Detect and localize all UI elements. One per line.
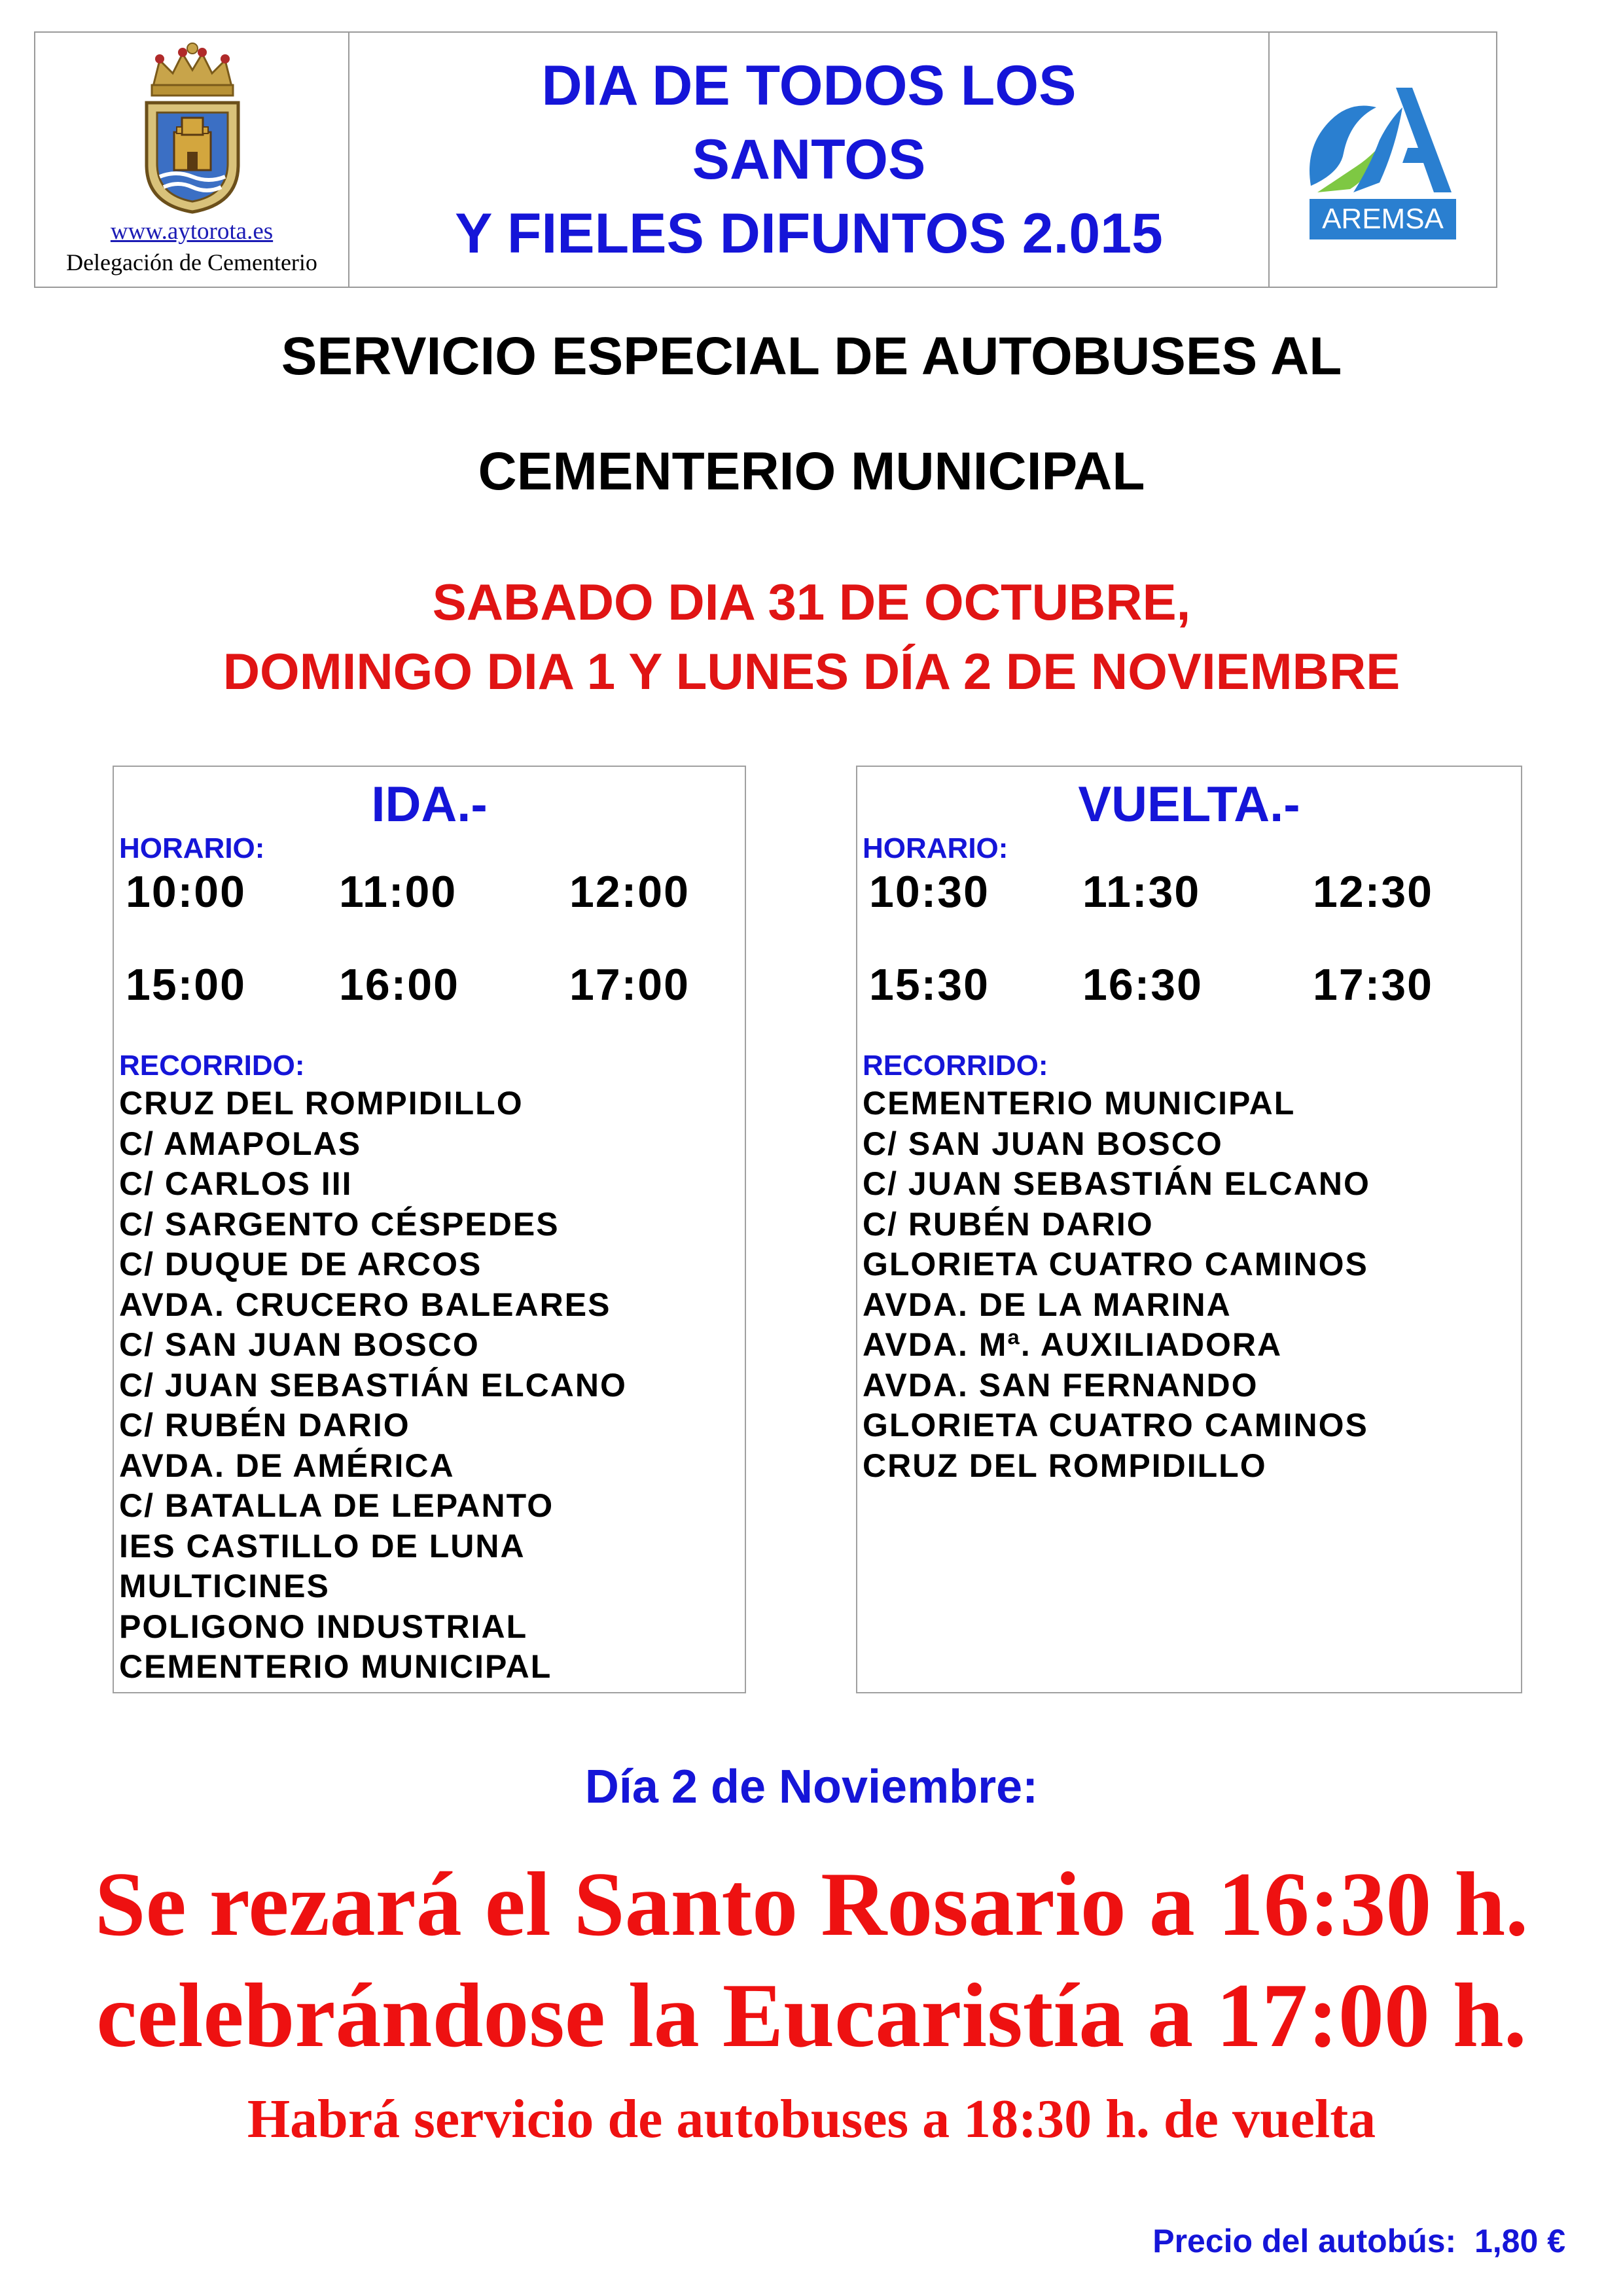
vuelta-schedule-label: HORARIO: bbox=[863, 832, 1008, 864]
list-item: AVDA. DE AMÉRICA bbox=[119, 1447, 455, 1484]
ida-time: 15:00 bbox=[126, 960, 246, 1010]
header-title-cell bbox=[349, 33, 1270, 287]
list-item: AVDA. CRUCERO BALEARES bbox=[119, 1286, 611, 1323]
list-item: POLIGONO INDUSTRIAL bbox=[119, 1608, 528, 1645]
list-item: CRUZ DEL ROMPIDILLO bbox=[119, 1085, 524, 1122]
main-title bbox=[455, 49, 1163, 271]
mass-notice: celebrándose la Eucaristía a 17:00 h. bbox=[96, 1965, 1527, 2066]
list-item: GLORIETA CUATRO CAMINOS bbox=[863, 1246, 1368, 1282]
list-item: CEMENTERIO MUNICIPAL bbox=[119, 1648, 552, 1685]
vuelta-time: 16:30 bbox=[1082, 960, 1203, 1010]
notice-day: Día 2 de Noviembre: bbox=[584, 1761, 1039, 1813]
list-item: C/ JUAN SEBASTIÁN ELCANO bbox=[863, 1165, 1370, 1202]
list-item: MULTICINES bbox=[119, 1568, 330, 1604]
bus-price: Precio del autobús: 1,80 € bbox=[1152, 2223, 1565, 2259]
list-item: CEMENTERIO MUNICIPAL bbox=[863, 1085, 1296, 1122]
ida-route-label: RECORRIDO: bbox=[119, 1050, 305, 1082]
website-link[interactable]: www.aytorota.es bbox=[110, 218, 274, 245]
dates-line: SABADO DIA 31 DE OCTUBRE, bbox=[432, 573, 1191, 631]
header-left-cell bbox=[35, 33, 349, 287]
aremsa-logo-text: AREMSA bbox=[1322, 203, 1444, 235]
list-item: C/ SAN JUAN BOSCO bbox=[119, 1326, 480, 1363]
rosary-notice: Se rezará el Santo Rosario a 16:30 h. bbox=[94, 1854, 1529, 1955]
list-item: C/ SAN JUAN BOSCO bbox=[863, 1125, 1223, 1162]
ida-title: IDA.- bbox=[371, 777, 488, 832]
vuelta-route-list bbox=[863, 1084, 1370, 1486]
list-item: CRUZ DEL ROMPIDILLO bbox=[863, 1447, 1267, 1484]
header-box bbox=[34, 31, 1497, 288]
vuelta-time: 10:30 bbox=[869, 867, 990, 917]
service-title-line: SERVICIO ESPECIAL DE AUTOBUSES AL bbox=[281, 327, 1342, 386]
vuelta-time: 12:30 bbox=[1313, 867, 1433, 917]
list-item: C/ BATALLA DE LEPANTO bbox=[119, 1487, 554, 1524]
dates-line: DOMINGO DIA 1 Y LUNES DÍA 2 DE NOVIEMBRE bbox=[223, 643, 1400, 700]
ida-schedule-label: HORARIO: bbox=[119, 832, 265, 864]
list-item: C/ SARGENTO CÉSPEDES bbox=[119, 1205, 560, 1243]
list-item: C/ JUAN SEBASTIÁN ELCANO bbox=[119, 1366, 627, 1404]
delegation-label: Delegación de Cementerio bbox=[66, 249, 317, 275]
list-item: IES CASTILLO DE LUNA bbox=[119, 1527, 526, 1564]
list-item: C/ RUBÉN DARIO bbox=[119, 1407, 410, 1443]
vuelta-time: 11:30 bbox=[1082, 867, 1201, 917]
title-line: DIA DE TODOS LOS bbox=[541, 54, 1077, 117]
list-item: C/ DUQUE DE ARCOS bbox=[119, 1246, 482, 1282]
vuelta-panel bbox=[856, 766, 1522, 1693]
coat-of-arms-icon bbox=[134, 41, 251, 217]
vuelta-route-label: RECORRIDO: bbox=[863, 1050, 1048, 1082]
title-line: SANTOS bbox=[692, 128, 926, 191]
list-item: AVDA. SAN FERNANDO bbox=[863, 1366, 1258, 1404]
list-item: C/ RUBÉN DARIO bbox=[863, 1205, 1154, 1243]
list-item: GLORIETA CUATRO CAMINOS bbox=[863, 1407, 1368, 1443]
ida-panel bbox=[113, 766, 746, 1693]
vuelta-time: 17:30 bbox=[1313, 960, 1433, 1010]
aremsa-logo-icon bbox=[1298, 68, 1468, 251]
ida-time: 12:00 bbox=[569, 867, 690, 917]
ida-time: 17:00 bbox=[569, 960, 690, 1010]
service-title-line: CEMENTERIO MUNICIPAL bbox=[478, 442, 1145, 501]
list-item: AVDA. Mª. AUXILIADORA bbox=[863, 1326, 1283, 1363]
header-logo-cell bbox=[1270, 33, 1496, 287]
title-line: Y FIELES DIFUNTOS 2.015 bbox=[455, 202, 1163, 265]
ida-time: 16:00 bbox=[339, 960, 459, 1010]
list-item: AVDA. DE LA MARINA bbox=[863, 1286, 1232, 1323]
return-bus-notice: Habrá servicio de autobuses a 18:30 h. de vuelta bbox=[247, 2089, 1376, 2149]
vuelta-title: VUELTA.- bbox=[1078, 777, 1300, 832]
vuelta-time: 15:30 bbox=[869, 960, 990, 1010]
ida-time: 11:00 bbox=[339, 867, 457, 917]
ida-time: 10:00 bbox=[126, 867, 246, 917]
list-item: C/ AMAPOLAS bbox=[119, 1125, 362, 1162]
list-item: C/ CARLOS III bbox=[119, 1165, 353, 1202]
ida-route-list bbox=[119, 1084, 627, 1687]
